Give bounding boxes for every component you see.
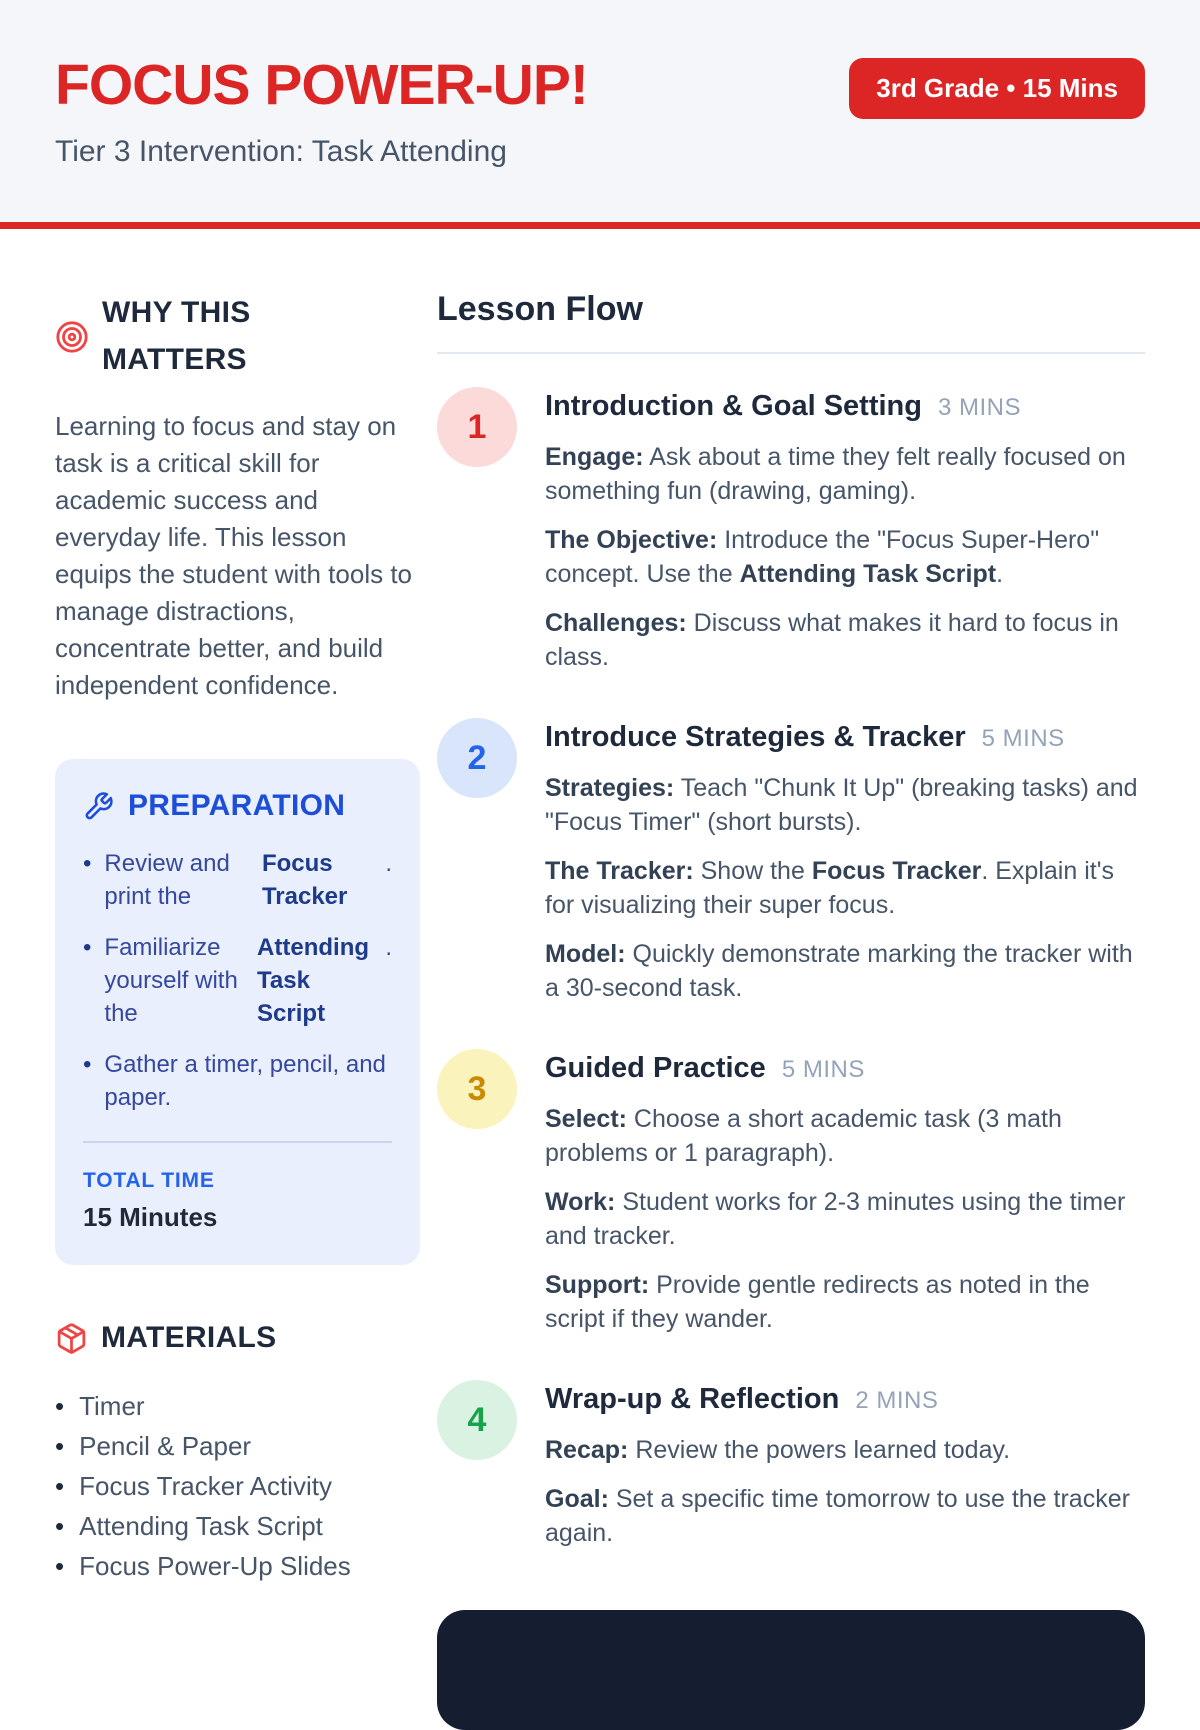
bullet-marker: •: [55, 1470, 65, 1501]
materials-item-label: Focus Power-Up Slides: [79, 1550, 351, 1581]
materials-item-label: Pencil & Paper: [79, 1430, 252, 1461]
preparation-heading: [83, 789, 392, 823]
bullet-marker: •: [83, 1051, 92, 1078]
step-title: Introduce Strategies & Tracker: [545, 721, 966, 753]
step-paragraph-lead: The Objective:: [545, 526, 718, 554]
step-paragraph: [545, 606, 1145, 674]
step-title-row: [545, 390, 1145, 423]
bullet-marker: •: [83, 850, 92, 877]
target-icon: [55, 320, 89, 354]
step-duration: 5 MINS: [981, 725, 1065, 752]
step-paragraph-text: Discuss what makes it hard to focus in class.: [545, 609, 1119, 671]
step-number-badge: 4: [437, 1380, 517, 1460]
step-paragraph: [545, 854, 1145, 922]
step-paragraph-text: Quickly demonstrate marking the tracker with a 30-second task.: [545, 940, 1133, 1002]
materials-item: [55, 1506, 420, 1546]
step-paragraph-lead: Work:: [545, 1188, 616, 1216]
step-paragraph-text: .: [996, 560, 1004, 588]
materials-item-label: Timer: [79, 1390, 145, 1421]
preparation-item-suffix: .: [385, 934, 392, 961]
step-paragraph-lead: Challenges:: [545, 609, 687, 637]
footer-card: [437, 1610, 1145, 1730]
step-duration: 5 MINS: [781, 1056, 865, 1083]
step-body: [545, 1380, 1145, 1550]
step-paragraph-lead: Select:: [545, 1105, 627, 1133]
preparation-item: [83, 1048, 392, 1114]
document-link[interactable]: Attending Task Script: [257, 934, 370, 1027]
why-heading-label: WHY THIS MATTERS: [102, 296, 251, 376]
materials-item: [55, 1546, 420, 1586]
step-body: [545, 1049, 1145, 1336]
step-body: [545, 387, 1145, 674]
step-paragraph-lead: Engage:: [545, 443, 644, 471]
materials-item: [55, 1466, 420, 1506]
preparation-card: [55, 759, 420, 1265]
grade-time-badge: 3rd Grade • 15 Mins: [849, 58, 1145, 119]
step-paragraph: [545, 1433, 1145, 1467]
materials-item-label: Focus Tracker Activity: [79, 1470, 332, 1501]
total-time-value: 15 Minutes: [83, 1202, 218, 1232]
step-paragraph: [545, 1185, 1145, 1253]
step-paragraph-text: . Explain it's for visualizing their super focus.: [545, 857, 1114, 919]
step-paragraph-text: Provide gentle redirects as noted in the script if they wander.: [545, 1271, 1090, 1333]
step-paragraph-text: Review the powers learned today.: [628, 1436, 1011, 1464]
materials-item: [55, 1426, 420, 1466]
step-paragraph-lead: Attending Task Script: [739, 560, 997, 588]
bullet-marker: •: [55, 1550, 65, 1581]
step-title-row: [545, 1383, 1145, 1416]
materials-section: [55, 1315, 420, 1586]
step-title: Introduction & Goal Setting: [545, 390, 922, 422]
step-paragraph-text: Introduce the "Focus Super-Hero" concept. Use the: [545, 526, 1100, 588]
materials-heading: [55, 1315, 420, 1362]
step-paragraph-lead: Model:: [545, 940, 626, 968]
materials-heading-label: MATERIALS: [101, 1321, 277, 1354]
step-duration: 3 MINS: [937, 394, 1021, 421]
preparation-item-content: [104, 847, 392, 913]
lesson-flow-column: [437, 290, 1145, 1730]
preparation-heading-label: PREPARATION: [128, 789, 346, 822]
step-paragraph: [545, 937, 1145, 1005]
preparation-divider: [83, 1141, 392, 1143]
header-title-block: [55, 52, 588, 169]
lesson-step: [437, 718, 1145, 1005]
page-subtitle: Tier 3 Intervention: Task Attending: [55, 135, 507, 168]
materials-item-label: Attending Task Script: [79, 1510, 323, 1541]
content-area: [0, 290, 1200, 1730]
step-number-badge: 2: [437, 718, 517, 798]
left-column: [55, 290, 420, 1730]
why-body-text: Learning to focus and stay on task is a critical skill for academic success and everyday life. This lesson equips the student with tools to manage distractions, concentrate better, and build independent confidence.: [55, 411, 413, 700]
step-paragraph-lead: Recap:: [545, 1436, 629, 1464]
preparation-item: [83, 931, 392, 1030]
page-header: [0, 0, 1200, 229]
step-paragraph: [545, 771, 1145, 839]
why-this-matters-heading: [55, 290, 420, 383]
step-paragraph-lead: The Tracker:: [545, 857, 694, 885]
step-paragraph-lead: Focus Tracker: [811, 857, 982, 885]
preparation-list: [83, 847, 392, 1114]
preparation-item: [83, 847, 392, 913]
materials-item: [55, 1386, 420, 1426]
step-number-badge: 1: [437, 387, 517, 467]
lesson-flow-steps: [437, 387, 1145, 1550]
step-paragraph: [545, 523, 1145, 591]
step-title-row: [545, 1052, 1145, 1085]
document-link[interactable]: Focus Tracker: [261, 850, 348, 910]
step-title: Guided Practice: [545, 1052, 766, 1084]
step-paragraph-lead: Goal:: [545, 1485, 609, 1513]
preparation-item-suffix: .: [385, 850, 392, 877]
lesson-step: [437, 1049, 1145, 1336]
preparation-item-text: Gather a timer, pencil, and paper.: [104, 1051, 386, 1111]
total-time-label: TOTAL TIME: [83, 1169, 215, 1192]
step-paragraph: [545, 1268, 1145, 1336]
bullet-marker: •: [83, 934, 92, 961]
lesson-step: [437, 1380, 1145, 1550]
package-icon: [55, 1322, 88, 1355]
step-duration: 2 MINS: [855, 1387, 939, 1414]
lesson-flow-heading: Lesson Flow: [437, 290, 643, 328]
bullet-marker: •: [55, 1430, 65, 1461]
step-paragraph-text: Choose a short academic task (3 math problems or 1 paragraph).: [545, 1105, 1062, 1167]
bullet-marker: •: [55, 1390, 65, 1421]
lesson-step: [437, 387, 1145, 674]
step-paragraph-lead: Strategies:: [545, 774, 675, 802]
step-title-row: [545, 721, 1145, 754]
step-paragraph-text: Student works for 2-3 minutes using the timer and tracker.: [545, 1188, 1126, 1250]
lesson-flow-divider: [437, 352, 1145, 354]
wrench-icon: [83, 791, 114, 822]
step-paragraph-text: Ask about a time they felt really focused on something fun (drawing, gaming).: [545, 443, 1126, 505]
step-paragraph: [545, 440, 1145, 508]
step-paragraph: [545, 1482, 1145, 1550]
preparation-item-text: Review and print the: [104, 850, 230, 910]
materials-list: [55, 1386, 420, 1586]
step-body: [545, 718, 1145, 1005]
step-paragraph-text: Show the: [693, 857, 812, 885]
preparation-item-content: [104, 931, 392, 1030]
step-number-badge: 3: [437, 1049, 517, 1129]
step-paragraph-lead: Support:: [545, 1271, 650, 1299]
preparation-item-text: Familiarize yourself with the: [104, 934, 238, 1027]
bullet-marker: •: [55, 1510, 65, 1541]
preparation-item-content: [104, 1048, 392, 1114]
page-title: FOCUS POWER-UP!: [55, 53, 588, 117]
step-paragraph-text: Set a specific time tomorrow to use the tracker again.: [545, 1485, 1130, 1547]
step-paragraph-text: Teach "Chunk It Up" (breaking tasks) and "Focus Timer" (short bursts).: [545, 774, 1138, 836]
step-title: Wrap-up & Reflection: [545, 1383, 840, 1415]
step-paragraph: [545, 1102, 1145, 1170]
